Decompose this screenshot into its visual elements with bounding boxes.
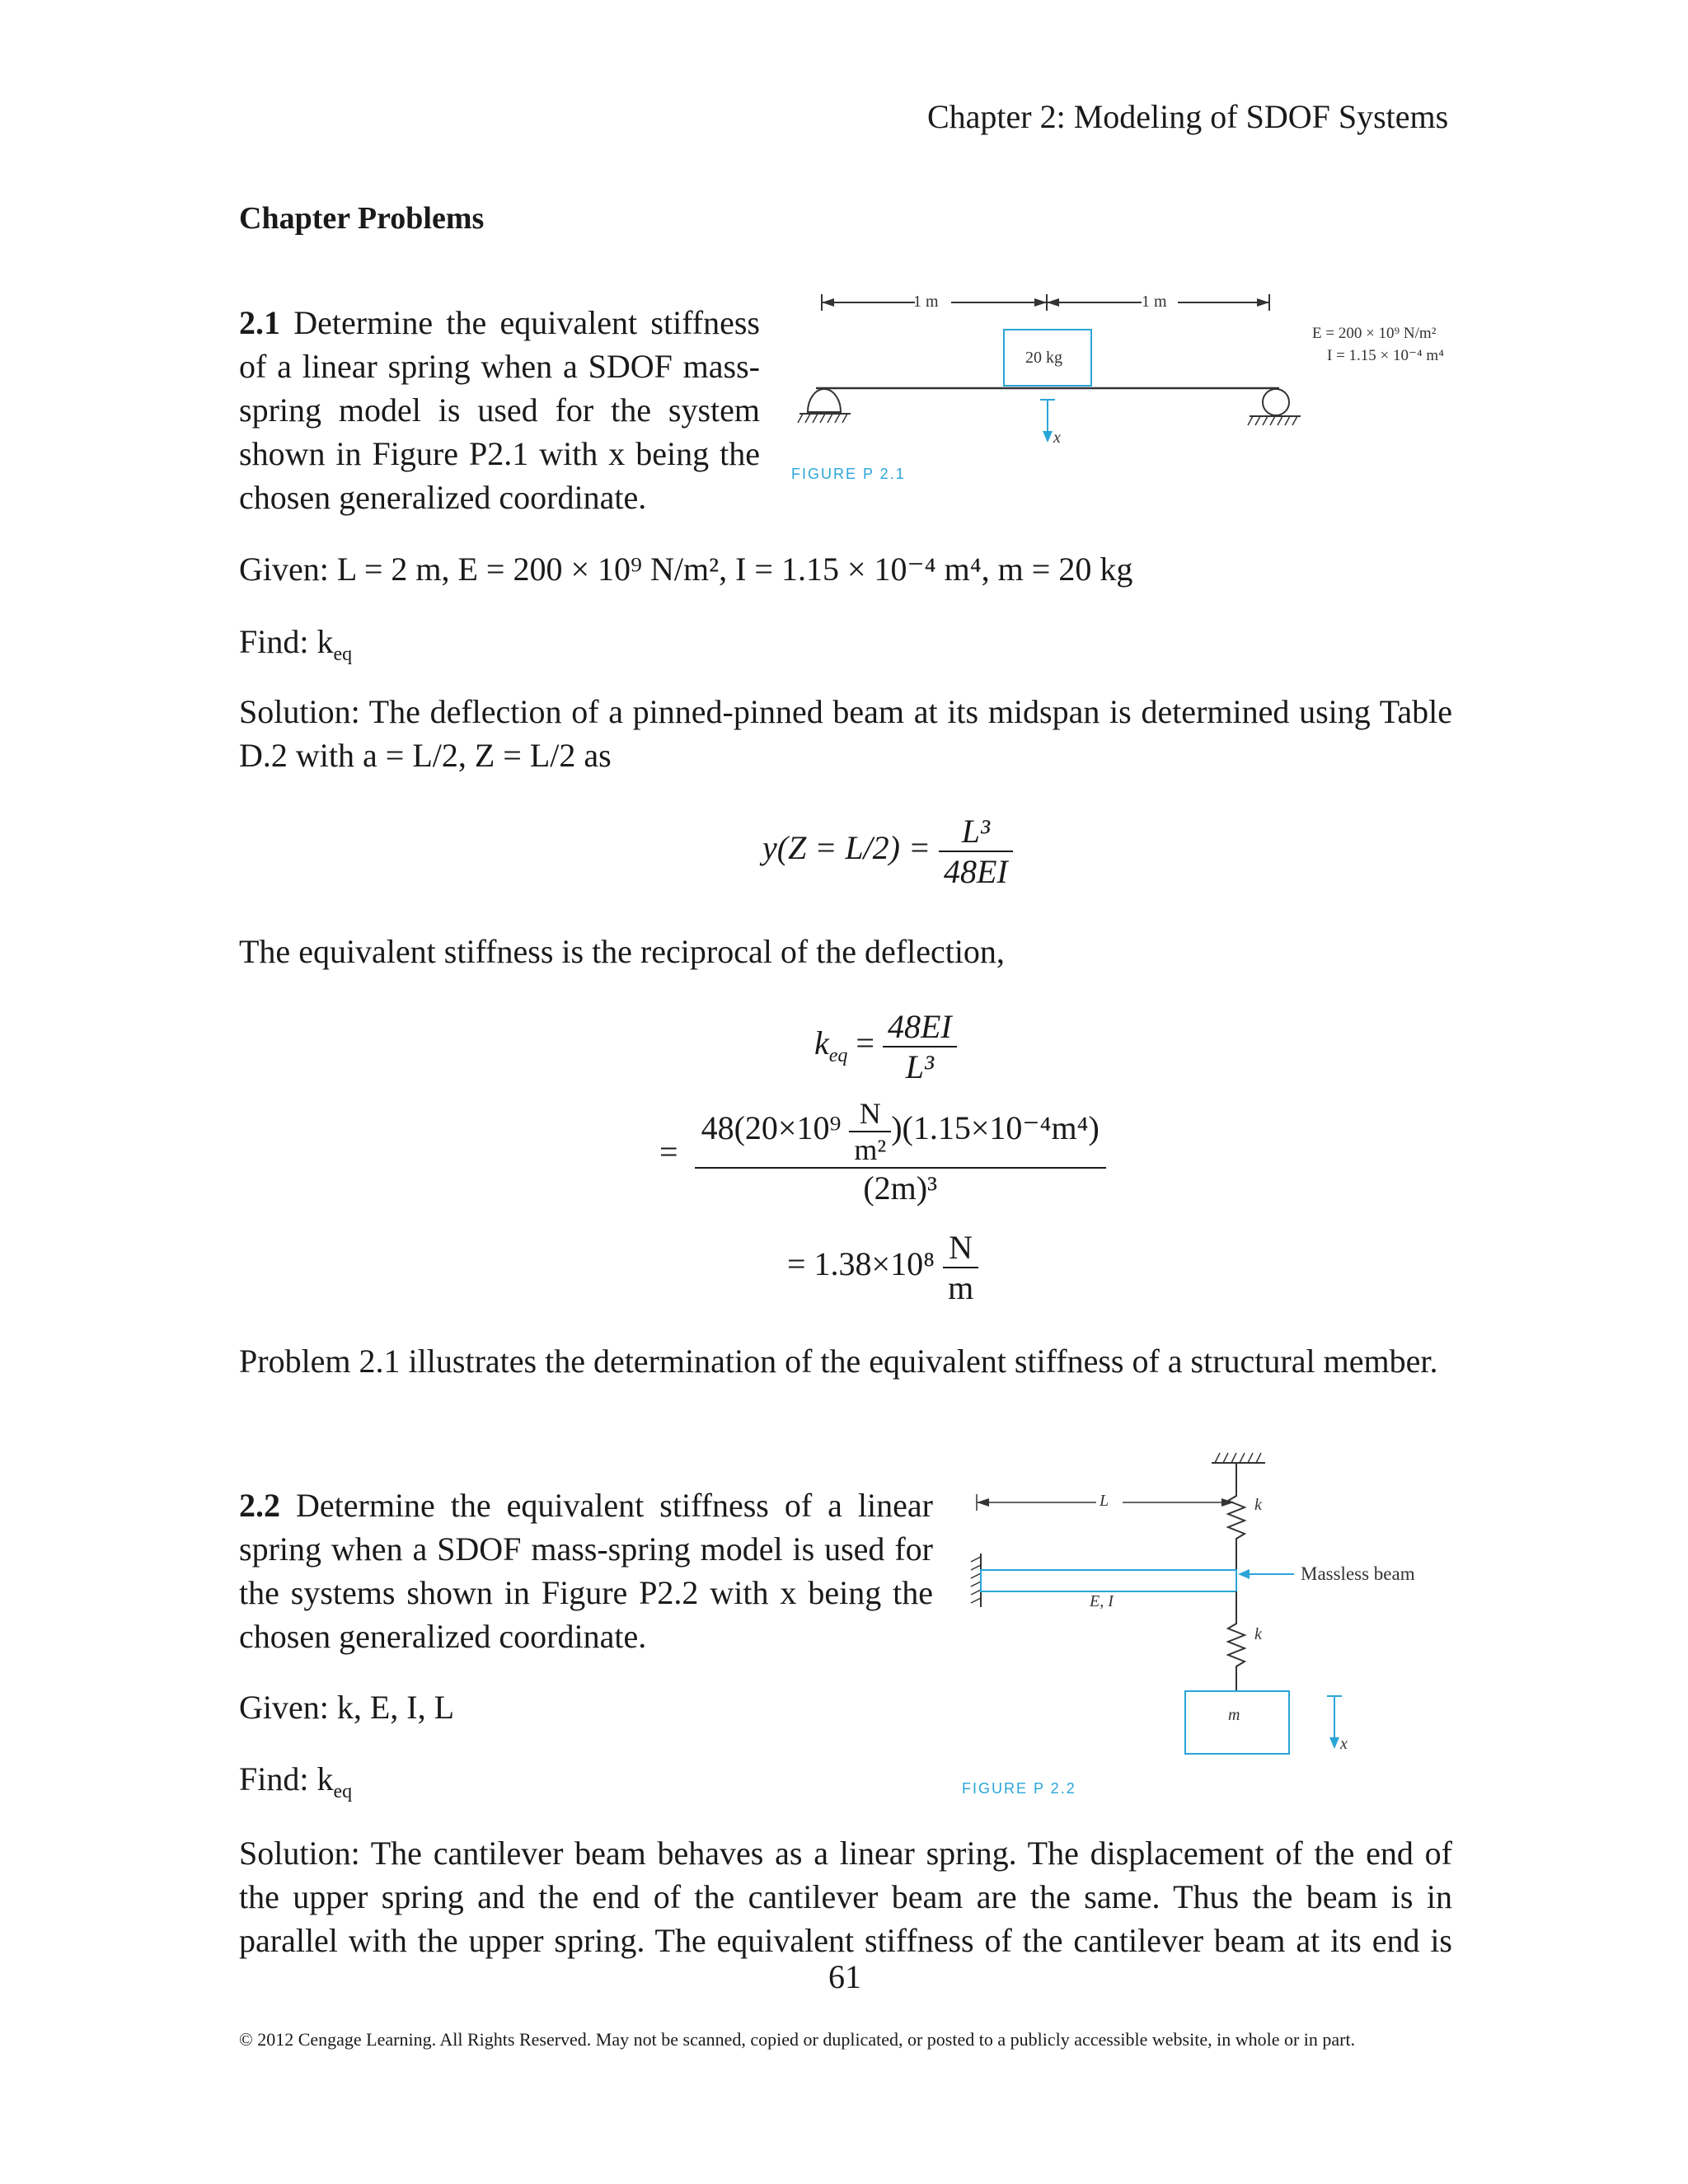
modulus-label: E = 200 × 10⁹ N/m² <box>1312 325 1437 342</box>
upper-spring <box>1228 1463 1245 1570</box>
pin-support <box>808 389 841 412</box>
span-left-label: 1 m <box>913 293 939 311</box>
k-lower-label: k <box>1254 1625 1262 1643</box>
down-arrow-icon <box>1043 431 1053 443</box>
remark-2-1: Problem 2.1 illustrates the determination of the equivalent stiffness of a structural member. <box>239 1343 1438 1380</box>
length-label: L <box>1100 1492 1109 1510</box>
given-2-1: Given: L = 2 m, E = 200 × 10⁹ N/m², I = 1.15 × 10⁻⁴ m⁴, m = 20 kg <box>239 551 1133 588</box>
equation-deflection: y(Z = L/2) = $\frac{\text{L³}}{48EI}$ <box>762 812 1013 891</box>
problem-2-2-statement: 2.2 Determine the equivalent stiffness of a linear spring when a SDOF mass-spring model is used for the systems shown in Figure P2.2 with x being the chosen generalized coordinate. <box>239 1487 933 1655</box>
problem-number: 2.2 <box>239 1487 280 1524</box>
left-arrow-icon <box>1238 1569 1250 1579</box>
solution-2-1: Solution: The deflection of a pinned-pinned beam at its midspan is determined using Table D.2 with a = L/2, Z = L/2 as <box>239 693 1452 774</box>
mass-m-label: m <box>1228 1706 1240 1724</box>
massless-beam-label: Massless beam <box>1301 1563 1415 1584</box>
mass-label: 20 kg <box>1025 349 1062 367</box>
equation-substitution: = 48(20×10⁹ $\frac{N}{\text{m²}}$ )(1.15×10⁻⁴m⁴) (2m)³ <box>659 1096 1106 1207</box>
span-right-label: 1 m <box>1142 293 1167 311</box>
down-arrow-icon <box>1329 1737 1339 1749</box>
equation-keq: $k_{eq}$ = $\frac{48EI}{\text{L³}}$ <box>814 1007 957 1086</box>
roller-support <box>1263 389 1289 415</box>
section-title: Chapter Problems <box>239 201 485 236</box>
problem-2-1-statement: 2.1 Determine the equivalent stiffness of a linear spring when a SDOF mass- spring model is used for the system shown in Figure P2.1 with x being the chosen generalized coordinate. <box>239 304 760 516</box>
coordinate-label: x <box>1053 429 1061 447</box>
cantilever-beam <box>981 1570 1236 1591</box>
figure-p2-1 <box>775 284 1484 490</box>
problem-number: 2.1 <box>239 304 280 341</box>
find-2-1: Find: $k_{eq}$ <box>239 623 353 665</box>
given-2-2: Given: k, E, I, L <box>239 1689 455 1726</box>
beam-props-label: E, I <box>1090 1592 1114 1610</box>
reciprocal-text: The equivalent stiffness is the reciprocal of the deflection, <box>239 933 1005 970</box>
figure-caption: FIGURE P 2.1 <box>791 466 906 482</box>
solution-2-2: Solution: The cantilever beam behaves as a linear spring. The displacement of the end of the upper spring and the end of the cantilever beam are the same. Thus the beam is in parallel with the upper spring. The equivalent stiffness of the cantilever beam at its end is <box>239 1835 1452 1959</box>
lower-spring <box>1228 1591 1245 1691</box>
figure-caption: FIGURE P 2.2 <box>962 1780 1076 1797</box>
k-upper-label: k <box>1254 1496 1262 1514</box>
figure-p2-2 <box>956 1438 1467 1801</box>
inertia-label: I = 1.15 × 10⁻⁴ m⁴ <box>1327 347 1444 364</box>
copyright-footer: © 2012 Cengage Learning. All Rights Reserved. May not be scanned, copied or duplicated, or posted to a publicly accessible website, in whole or in part. <box>239 2029 1356 2050</box>
find-2-2: Find: $k_{eq}$ <box>239 1760 353 1802</box>
equation-result: = 1.38×10⁸ $\frac{N}{m}$ <box>787 1228 978 1307</box>
coordinate-label: x <box>1340 1735 1348 1753</box>
page-number: 61 <box>828 1958 861 1995</box>
chapter-header: Chapter 2: Modeling of SDOF Systems <box>927 98 1449 135</box>
